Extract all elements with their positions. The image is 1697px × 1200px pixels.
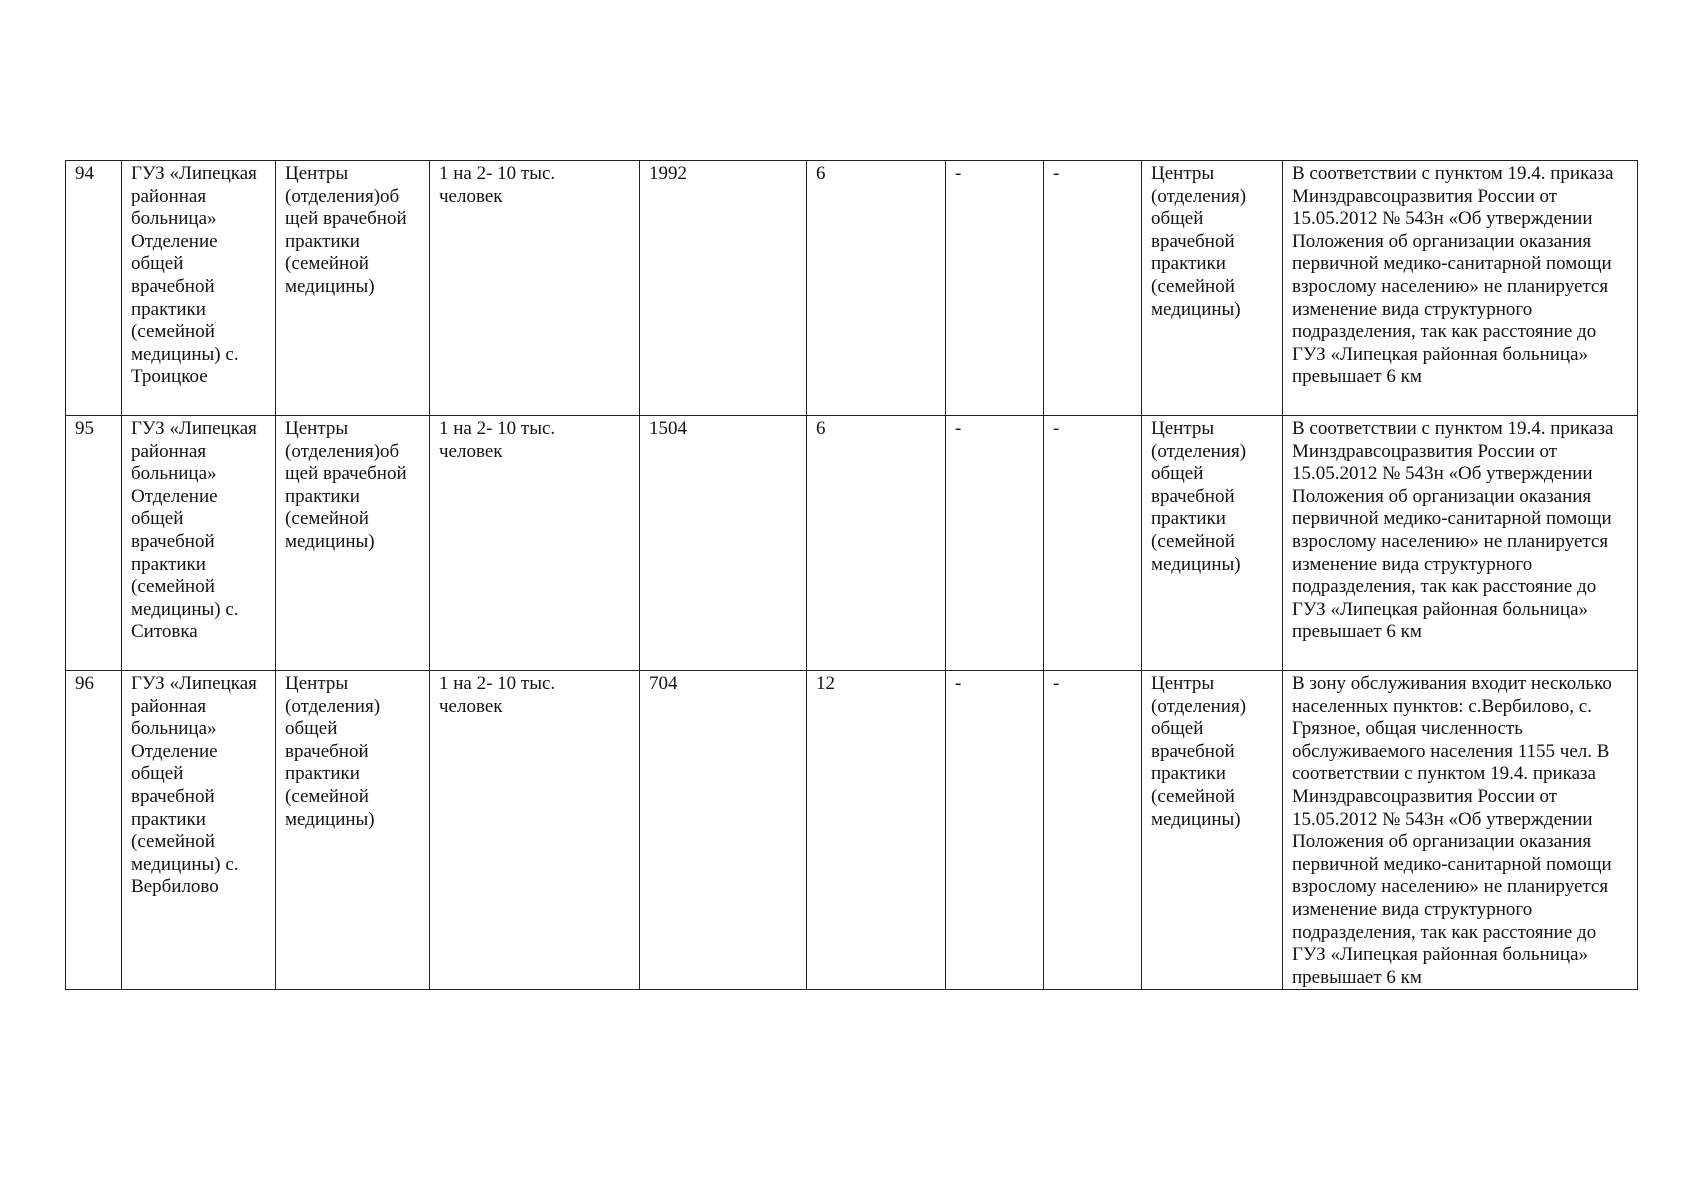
- distance-cell: 12: [807, 671, 946, 990]
- institution-cell: ГУЗ «Липецкая районная больница» Отделение общей врачебной практики (семейной медицины) с. Ситовка: [122, 416, 276, 671]
- norm-cell: 1 на 2- 10 тыс. человек: [430, 671, 640, 990]
- dash-cell: -: [946, 161, 1044, 416]
- institution-cell: ГУЗ «Липецкая районная больница» Отделение общей врачебной практики (семейной медицины) с. Троицкое: [122, 161, 276, 416]
- unit-type-cell: Центры (отделения)об щей врачебной практики (семейной медицины): [276, 161, 430, 416]
- comment-cell: В соответствии с пунктом 19.4. приказа Минздравсоцразвития России от 15.05.2012 № 543н «Об утверждении Положения об организации оказания первичной медико-санитарной помощи взрослому населению» не планируется изменение вида структурного подразделения, так как расстояние до ГУЗ «Липецкая районная больница» превышает 6 км: [1283, 161, 1638, 416]
- row-number-cell: 94: [66, 161, 122, 416]
- comment-cell: В соответствии с пунктом 19.4. приказа Минздравсоцразвития России от 15.05.2012 № 543н «Об утверждении Положения об организации оказания первичной медико-санитарной помощи взрослому населению» не планируется изменение вида структурного подразделения, так как расстояние до ГУЗ «Липецкая районная больница» превышает 6 км: [1283, 416, 1638, 671]
- distance-cell: 6: [807, 161, 946, 416]
- dash-cell: -: [1044, 161, 1142, 416]
- unit-type-cell: Центры (отделения)об щей врачебной практики (семейной медицины): [276, 416, 430, 671]
- dash-cell: -: [946, 416, 1044, 671]
- comment-cell: В зону обслуживания входит несколько населенных пунктов: с.Вербилово, с. Грязное, общая численность обслуживаемого населения 1155 чел. В соответствии с пунктом 19.4. приказа Минздравсоцразвития России от 15.05.2012 № 543н «Об утверждении Положения об организации оказания первичной медико-санитарной помощи взрослому населению» не планируется изменение вида структурного подразделения, так как расстояние до ГУЗ «Липецкая районная больница» превышает 6 км: [1283, 671, 1638, 990]
- new-unit-type-cell: Центры (отделения) общей врачебной практики (семейной медицины): [1142, 161, 1283, 416]
- distance-cell: 6: [807, 416, 946, 671]
- norm-cell: 1 на 2- 10 тыс. человек: [430, 161, 640, 416]
- dash-cell: -: [946, 671, 1044, 990]
- institution-cell: ГУЗ «Липецкая районная больница» Отделение общей врачебной практики (семейной медицины) с. Вербилово: [122, 671, 276, 990]
- table-row: [66, 416, 1638, 671]
- population-cell: 704: [640, 671, 807, 990]
- population-cell: 1992: [640, 161, 807, 416]
- unit-type-cell: Центры (отделения) общей врачебной практики (семейной медицины): [276, 671, 430, 990]
- new-unit-type-cell: Центры (отделения) общей врачебной практики (семейной медицины): [1142, 416, 1283, 671]
- row-number-cell: 95: [66, 416, 122, 671]
- table-row: [66, 671, 1638, 990]
- new-unit-type-cell: Центры (отделения) общей врачебной практики (семейной медицины): [1142, 671, 1283, 990]
- norm-cell: 1 на 2- 10 тыс. человек: [430, 416, 640, 671]
- facilities-table: [65, 160, 1638, 990]
- dash-cell: -: [1044, 671, 1142, 990]
- population-cell: 1504: [640, 416, 807, 671]
- row-number-cell: 96: [66, 671, 122, 990]
- table-row: [66, 161, 1638, 416]
- dash-cell: -: [1044, 416, 1142, 671]
